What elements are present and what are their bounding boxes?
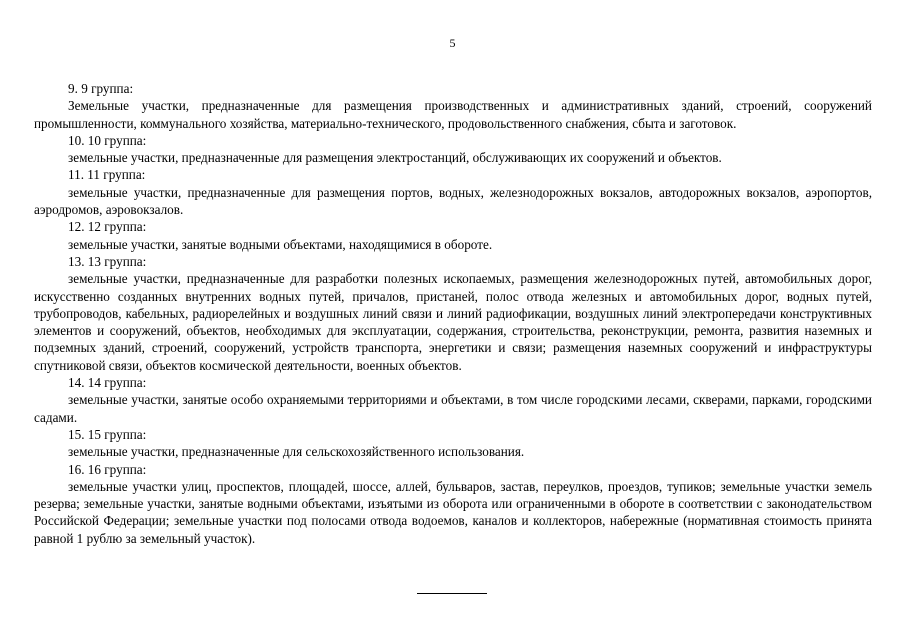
- group-text-9: Земельные участки, предназначенные для размещения производственных и административных зданий, строений, сооружений промышленности, коммунального хозяйства, материально-технического, продовольственного снабжения, сбыта и заготовок.: [34, 98, 872, 131]
- group-text-11: земельные участки, предназначенные для размещения портов, водных, железнодорожных вокзалов, автодорожных вокзалов, аэропортов, аэродромов, аэровокзалов.: [34, 184, 872, 218]
- footer-divider: [417, 593, 487, 594]
- group-heading-15: 15. 15 группа:: [68, 426, 147, 442]
- group-text-13: земельные участки, предназначенные для разработки полезных ископаемых, размещения железнодорожных путей, автомобильных дорог, искусственно созданных внутренних водных путей, причалов, пристаней, полос отвода железных и автомобильных дорог, водных путей, трубопроводов, кабельных, радиорелейных и воздушных линий связи и линий радиофикации, воздушных линий электропередачи конструктивных элементов и сооружений, объектов, необходимых для эксплуатации, содержания, строительства, реконструкции, ремонта, развития наземных и подземных зданий, строений, сооружений, устройств транспорта, энергетики и связи; размещения наземных сооружений и инфраструктуры спутниковой связи, объектов космической деятельности, военных объектов.: [34, 271, 872, 373]
- group-text-12: земельные участки, занятые водными объектами, находящимися в обороте.: [68, 236, 493, 252]
- group-heading-12: 12. 12 группа:: [68, 219, 147, 235]
- group-text-10: земельные участки, предназначенные для размещения электростанций, обслуживающих их сооружений и объектов.: [68, 150, 722, 166]
- group-heading-16: 16. 16 группа:: [68, 461, 147, 477]
- group-heading-14: 14. 14 группа:: [68, 375, 147, 391]
- group-heading-13: 13. 13 группа:: [68, 253, 147, 269]
- document-body: [34, 80, 872, 547]
- group-text-14: земельные участки, занятые особо охраняемыми территориями и объектами, в том числе городскими лесами, скверами, парками, городскими садами.: [34, 392, 872, 425]
- group-heading-9: 9. 9 группа:: [68, 81, 134, 96]
- page-number: 5: [449, 36, 456, 50]
- group-heading-10: 10. 10 группа:: [68, 132, 147, 148]
- group-text-15: земельные участки, предназначенные для сельскохозяйственного использования.: [68, 444, 525, 460]
- group-heading-11: 11. 11 группа:: [68, 167, 146, 183]
- group-text-16: земельные участки улиц, проспектов, площадей, шоссе, аллей, бульваров, застав, переулков, проездов, тупиков; земельные участки земель резерва; земельные участки, занятые водными объектами, изъятыми из оборота или ограниченными в обороте в соответствии с законодательством Российской Федерации; земельные участки под полосами отвода водоемов, каналов и коллекторов, набережные (нормативная стоимость принята равной 1 рублю за земельный участок).: [34, 478, 872, 546]
